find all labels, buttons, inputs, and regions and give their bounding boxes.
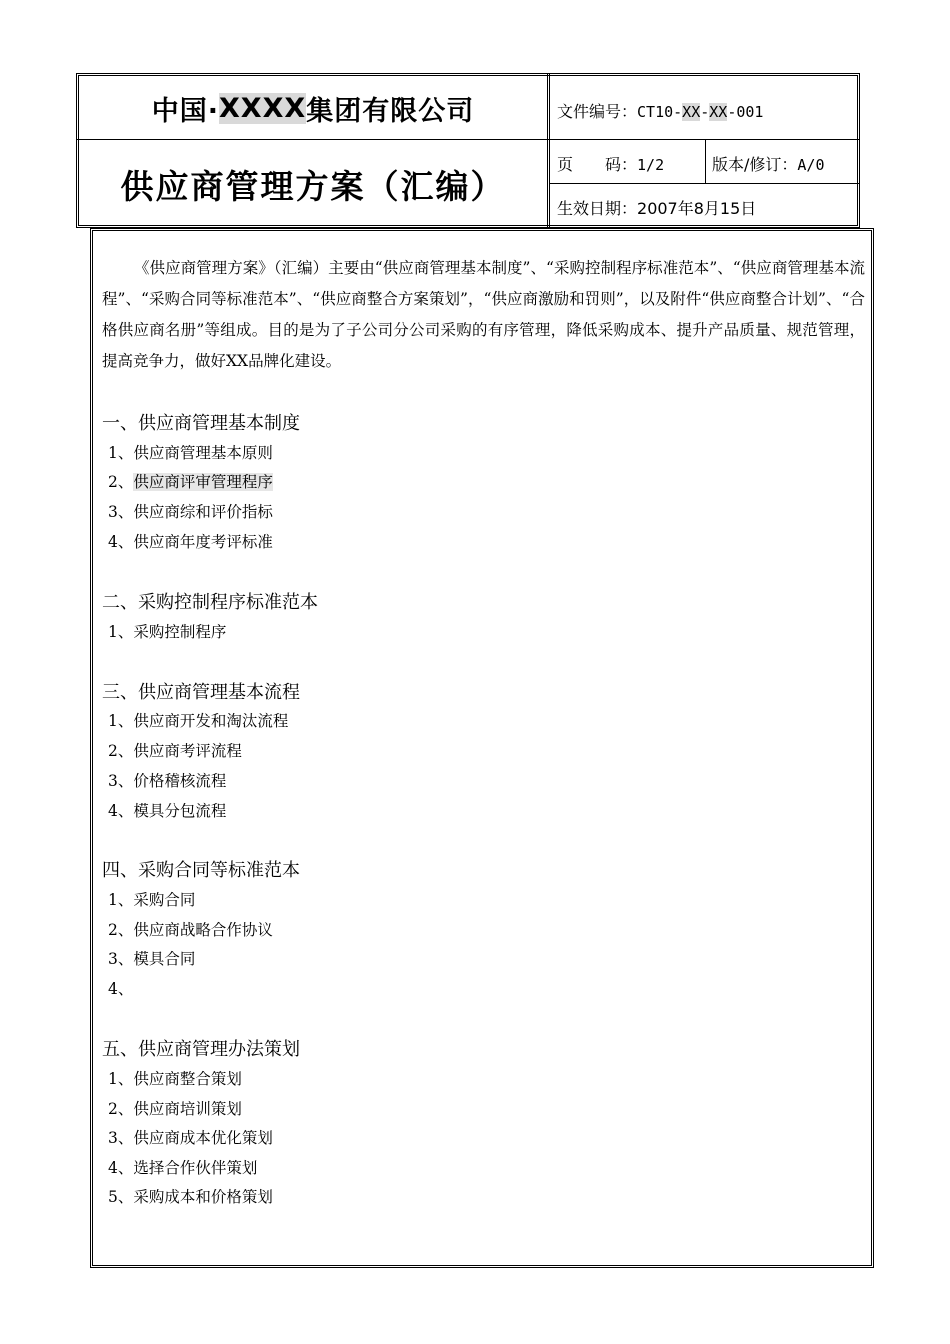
section-title: 五、供应商管理办法策划 (102, 1039, 300, 1060)
document-title: 供应商管理方案（汇编） (120, 166, 506, 206)
company-suffix: 集团有限公司 (306, 95, 475, 127)
file-number-x2: XX (709, 103, 728, 121)
version (712, 152, 825, 175)
list-item: 4、模具分包流程 (108, 802, 227, 820)
header-divider-vertical (547, 74, 548, 227)
header-divider-right (549, 183, 859, 184)
header-divider-horizontal (77, 139, 859, 140)
list-item: 5、采购成本和价格策划 (108, 1188, 273, 1206)
list-item: 3、供应商综和评价指标 (108, 503, 273, 521)
file-number-pre: CT10- (637, 103, 683, 121)
effective-date-value: 2007年8月15日 (637, 199, 757, 218)
list-item: 2、供应商战略合作协议 (108, 921, 273, 939)
section-title: 四、采购合同等标准范本 (102, 860, 300, 881)
list-item: 1、采购合同 (108, 891, 196, 909)
section-title: 二、采购控制程序标准范本 (102, 592, 318, 613)
file-number-x1: XX (682, 103, 701, 121)
list-item: 1、采购控制程序 (108, 623, 227, 641)
file-number-dash: - (700, 103, 710, 121)
company-placeholder: XXXX (218, 92, 307, 124)
list-item: 1、供应商管理基本原则 (108, 444, 273, 462)
header-divider-version (705, 139, 706, 183)
list-item: 1、供应商开发和淘汰流程 (108, 712, 289, 730)
page-number-value: 1/2 (637, 156, 665, 174)
list-item-highlighted (108, 470, 273, 492)
list-item-number: 2、 (108, 473, 134, 491)
file-number-label: 文件编号： (557, 102, 638, 121)
company-name (80, 80, 546, 136)
section-title: 三、供应商管理基本流程 (102, 682, 300, 703)
list-item: 2、供应商培训策划 (108, 1100, 242, 1118)
list-item: 2、供应商考评流程 (108, 742, 242, 760)
page-number-label: 页 码： (557, 155, 638, 174)
section-title: 一、供应商管理基本制度 (102, 413, 300, 434)
list-item-text: 供应商评审管理程序 (133, 473, 273, 491)
company-prefix: 中国· (151, 95, 219, 127)
list-item: 1、供应商整合策划 (108, 1070, 242, 1088)
page-number (557, 152, 664, 175)
file-number-post: -001 (727, 103, 764, 121)
list-item: 3、价格稽核流程 (108, 772, 227, 790)
version-value: A/0 (797, 156, 825, 174)
header-divider-vertical-2 (549, 74, 550, 227)
effective-date (557, 196, 756, 219)
intro-paragraph: 《供应商管理方案》（汇编）主要由“供应商管理基本制度”、“采购控制程序标准范本”、“供应商管理基本流程”、“采购合同等标准范本”、“供应商整合方案策划”，“供应商激励和罚则”，以及附件“供应商整合计划”、“合格供应商名册”等组成。目的是为了子公司分公司采购的有序管理，降低采购成本、提升产品质量、规范管理，提高竞争力，做好XX品牌化建设。 (102, 259, 865, 370)
file-number (557, 99, 763, 122)
list-item: 4、供应商年度考评标准 (108, 533, 273, 551)
version-label: 版本/修订： (712, 155, 798, 174)
list-item: 3、供应商成本优化策划 (108, 1129, 273, 1147)
list-item: 3、模具合同 (108, 950, 196, 968)
list-item: 4、 (108, 980, 134, 998)
list-item: 4、选择合作伙伴策划 (108, 1159, 258, 1177)
effective-date-label: 生效日期： (557, 199, 638, 218)
